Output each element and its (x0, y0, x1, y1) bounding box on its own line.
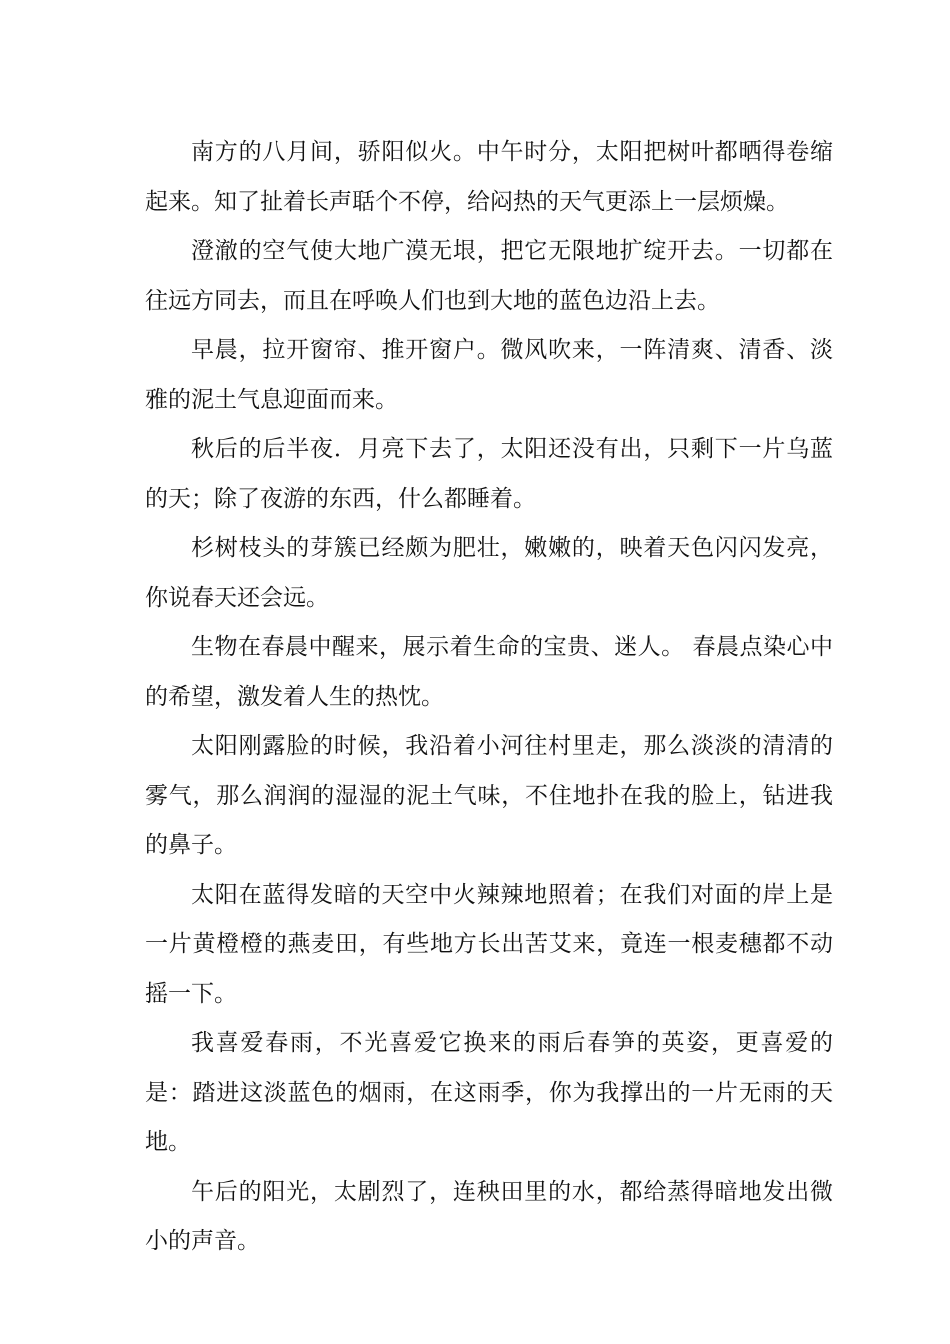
paragraph-8: 太阳在蓝得发暗的天空中火辣辣地照着；在我们对面的岸上是一片黄橙橙的燕麦田，有些地方长出苦艾来，竟连一根麦穗都不动摇一下。 (145, 881, 833, 1007)
paragraph-4: 秋后的后半夜．月亮下去了，太阳还没有出，只剩下一片乌蓝的天；除了夜游的东西，什么都睡着。 (145, 436, 833, 512)
paragraph-2: 澄澈的空气使大地广漠无垠，把它无限地扩绽开去。一切都在往远方同去，而且在呼唤人们也到大地的蓝色边沿上去。 (145, 238, 833, 314)
paragraph-6: 生物在春晨中醒来，展示着生命的宝贵、迷人。 春晨点染心中的希望，激发着人生的热忱。 (145, 634, 833, 710)
paragraph-7: 太阳刚露脸的时候，我沿着小河往村里走，那么淡淡的清清的雾气，那么润润的湿湿的泥土气味，不住地扑在我的脸上，钻进我的鼻子。 (145, 733, 833, 858)
paragraph-5: 杉树枝头的芽簇已经颇为肥壮，嫩嫩的，映着天色闪闪发亮，你说春天还会远。 (145, 535, 833, 611)
document-body (145, 128, 833, 1267)
paragraph-1: 南方的八月间，骄阳似火。中午时分，太阳把树叶都晒得卷缩起来。知了扯着长声聒个不停，给闷热的天气更添上一层烦燥。 (145, 139, 833, 215)
paragraph-3: 早晨，拉开窗帘、推开窗户。微风吹来，一阵清爽、清香、淡雅的泥土气息迎面而来。 (145, 337, 833, 413)
paragraph-10: 午后的阳光，太剧烈了，连秧田里的水，都给蒸得暗地发出微小的声音。 (145, 1178, 833, 1254)
paragraph-9: 我喜爱春雨，不光喜爱它换来的雨后春笋的英姿，更喜爱的是：踏进这淡蓝色的烟雨，在这雨季，你为我撑出的一片无雨的天地。 (145, 1030, 833, 1155)
